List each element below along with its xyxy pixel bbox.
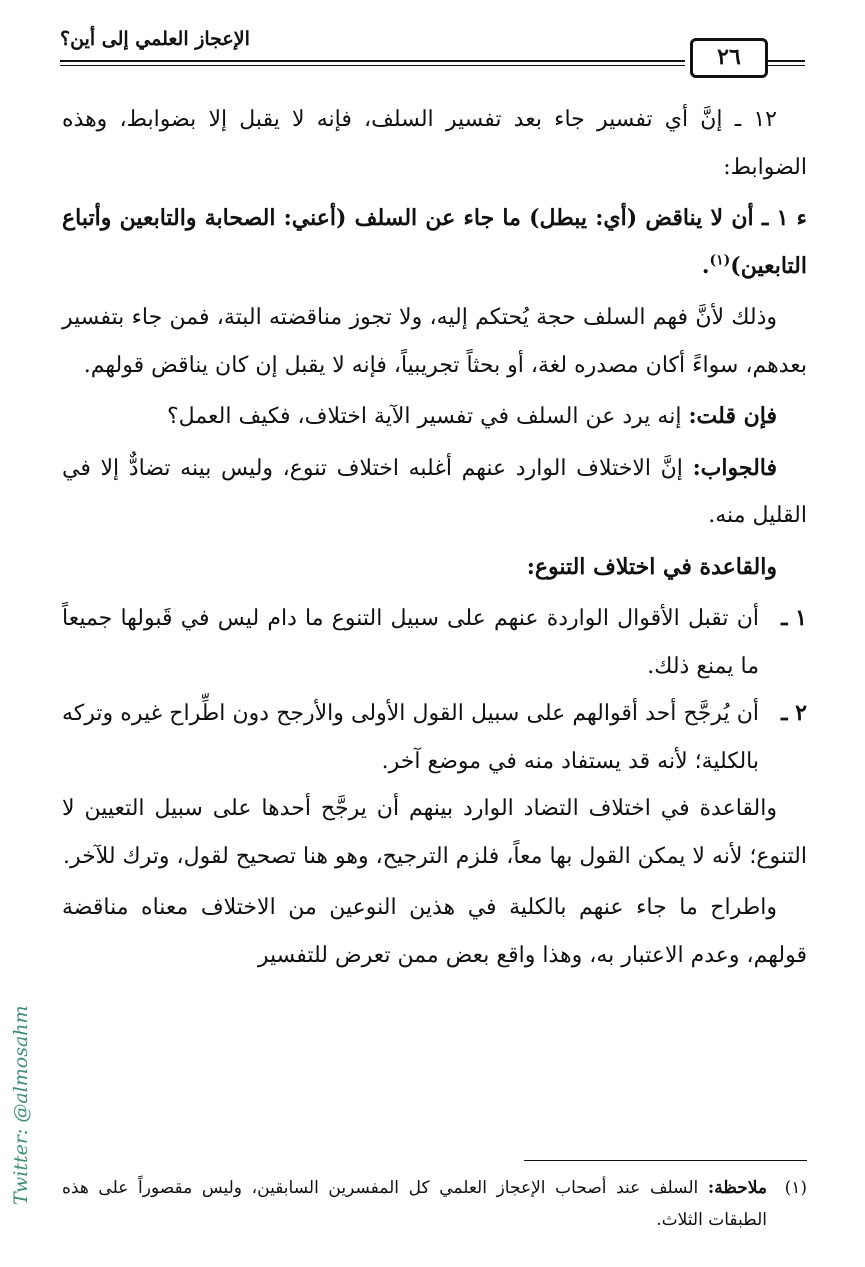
running-title: الإعجاز العلمي إلى أين؟ [60,28,250,50]
rule-heading: والقاعدة في اختلاف التنوع: [526,553,777,580]
footnote-text: السلف عند أصحاب الإعجاز العلمي كل المفسرين السابقين، وليس مقصوراً على هذه الطبقات الثلاث. [62,1178,767,1230]
paragraph-contradiction: والقاعدة في اختلاف التضاد الوارد بينهم أن يرجَّح أحدها على سبيل التعيين لا التنوع؛ لأنه لا يمكن القول بها معاً، فلزم الترجيح، وهو هنا تصحيح لقول، وترك للآخر. [62,796,807,869]
rule-1-text: أن لا يناقض (أي: يبطل) ما جاء عن السلف (أعني: الصحابة والتابعين وأتباع التابعين) [62,205,807,279]
answer-text: إنَّ الاختلاف الوارد عنهم أغلبه اختلاف تنوع، وليس بينه تضادٌّ إلا في القليل منه. [62,455,807,528]
list-item-text: أن يُرجَّح أحد أقوالهم على سبيل القول الأولى والأرجح دون اطِّراح غيره وتركه بالكلية؛ لأنه قد يستفاد منه في موضع آخر. [62,701,759,774]
list-item-number: ٢ ـ [781,700,807,726]
list-item-text: أن تقبل الأقوال الواردة عنهم على سبيل التنوع ما دام ليس في قَبولها جميعاً ما يمنع ذلك. [62,606,759,679]
answer-label: فالجواب: [692,454,777,481]
footnote-number: (١) [784,1178,807,1198]
paragraph-reason: وذلك لأنَّ فهم السلف حجة يُحتكم إليه، ولا تجوز مناقضته البتة، فمن جاء بتفسير بعدهم، سواءً أكان مصدره لغة، أو بحثاً تجريبياً، فإنه لا يقبل إن كان يناقض قولهم. [62,305,807,378]
page-number: ٢٦ [690,38,768,78]
question-label: فإن قلت: [688,403,777,429]
list-item [62,595,807,690]
footnote-body [62,1172,767,1236]
paragraph-12: ١٢ ـ إنَّ أي تفسير جاء بعد تفسير السلف، فإنه لا يقبل إلا بضوابط، وهذه الضوابط: [62,107,807,180]
question-text: إنه يرد عن السلف في تفسير الآية اختلاف، فكيف العمل؟ [167,404,682,429]
answer-paragraph [62,445,807,540]
footnote-label: ملاحظة: [707,1178,768,1198]
page-header [60,28,805,70]
footnote-ref: (١) [709,252,731,269]
watermark: Twitter: @almosahm [10,1005,32,1205]
header-rule-right [765,60,805,66]
footnote-rule [524,1160,807,1161]
paragraph-discarding: واطراح ما جاء عنهم بالكلية في هذين النوعين من الاختلاف معناه مناقضة قولهم، وعدم الاعتبار به، وهذا واقع بعض ممن تعرض للتفسير [62,895,807,968]
question-paragraph [62,393,807,441]
rule-1: ء ١ ـ أن لا يناقض (أي: يبطل) ما جاء عن السلف (أعني: الصحابة والتابعين وأتباع التابعين)$^{(١)}$. [62,205,807,279]
header-rule [60,60,685,66]
list-item-number: ١ ـ [781,605,807,631]
list-item [62,690,807,785]
footnote [62,1172,807,1236]
rule-1-marker: ء ١ ـ [761,205,807,231]
page-body [62,96,807,983]
